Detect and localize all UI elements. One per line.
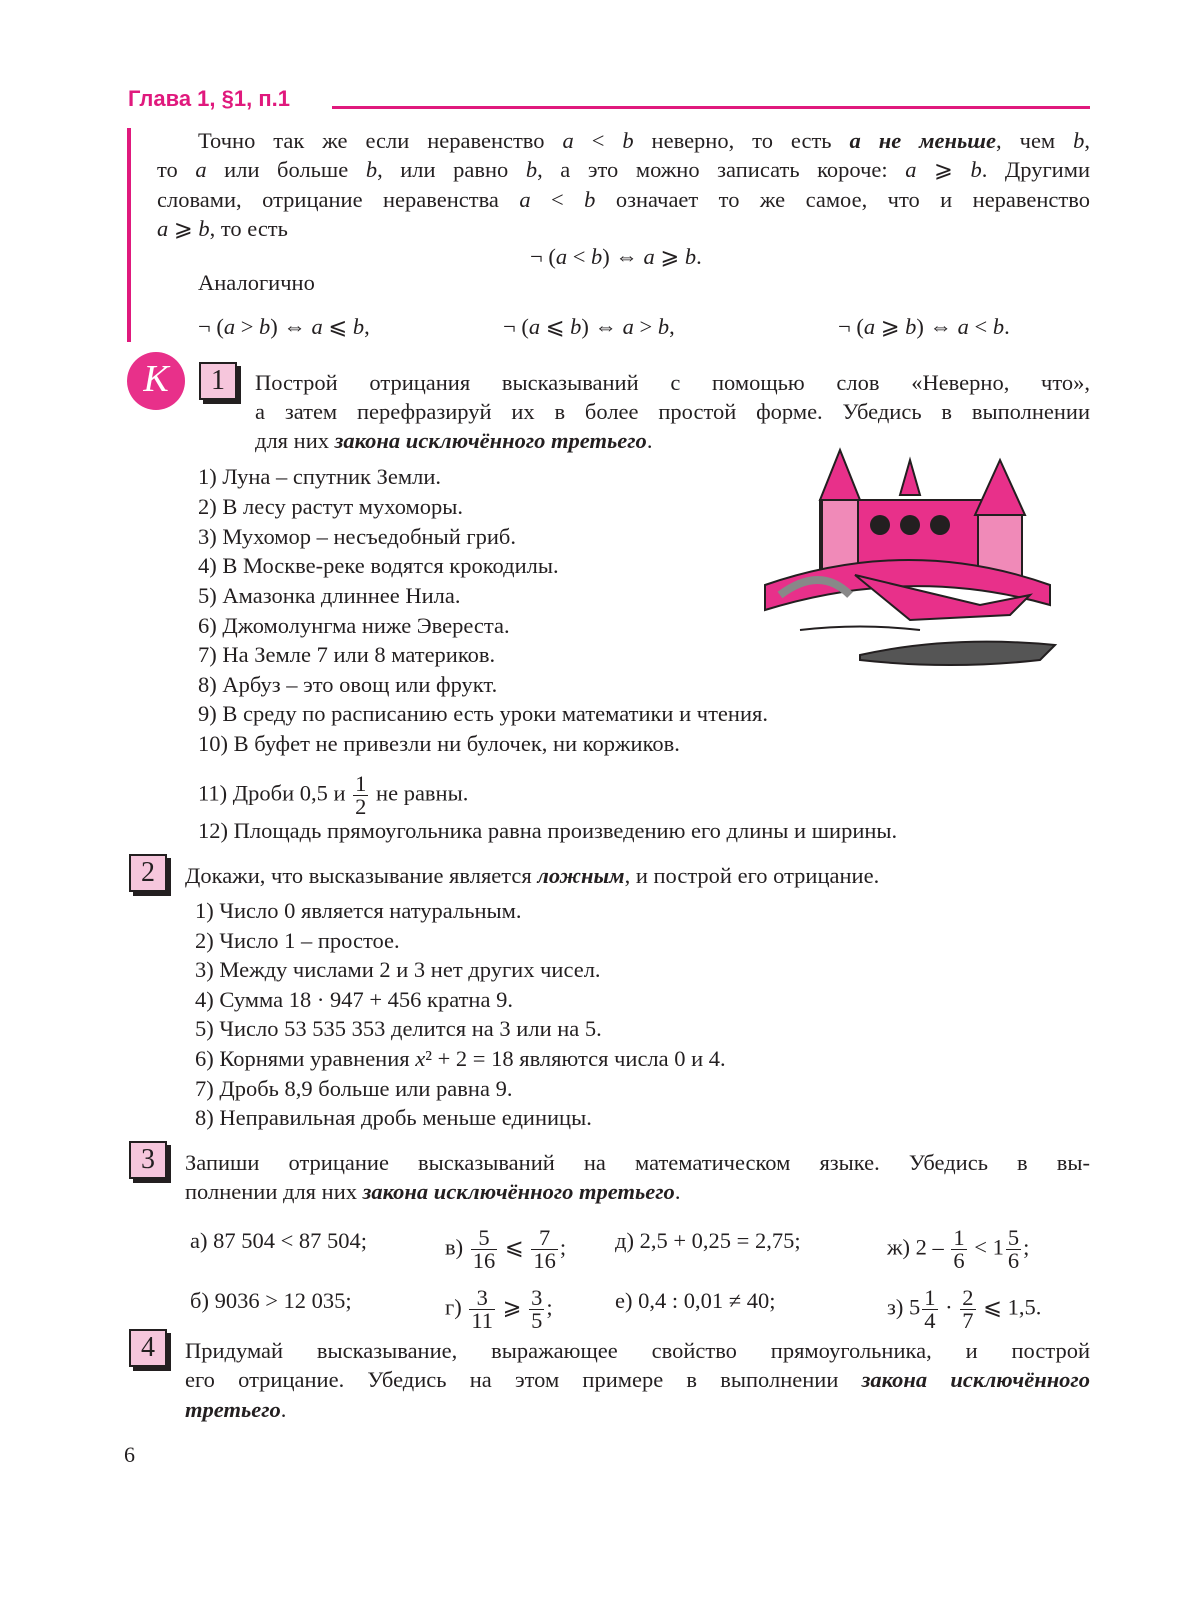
text-run: . Другими (981, 157, 1090, 182)
formula (503, 313, 675, 341)
fraction (922, 1287, 937, 1332)
text-run: > (235, 314, 260, 339)
math-variable: a (562, 128, 574, 153)
text-run: , (364, 314, 370, 339)
task-number-2: 2 (129, 854, 167, 892)
numerator: 7 (531, 1227, 558, 1250)
task2-item (195, 1104, 592, 1132)
math-variable: b (584, 187, 596, 212)
text-run: < (530, 187, 585, 212)
task1-item (198, 817, 897, 845)
task1-item (198, 523, 516, 551)
text-run: 1) Число 0 является натуральным. (195, 898, 522, 923)
text-run: для них (255, 428, 335, 453)
theory-line (157, 156, 1090, 184)
theory-line (157, 186, 1090, 214)
denominator: 6 (1007, 1248, 1020, 1273)
task1-line (255, 369, 1090, 397)
task1-line (255, 398, 1090, 426)
task1-item (198, 463, 441, 491)
text-run: ⩾ (168, 216, 199, 241)
text-run: 9) В среду по расписанию есть уроки математики и чтения. (198, 701, 768, 726)
text-run: ⩾ (875, 314, 906, 339)
main-formula (530, 243, 702, 271)
math-variable: a (528, 314, 541, 339)
math-variable: a (311, 314, 323, 339)
text-run: ¬ ( (838, 314, 864, 339)
text-run: 8) Неправильная дробь меньше единицы. (195, 1105, 592, 1131)
text-run: , или равно (377, 157, 526, 182)
text-run: ¬ ( (503, 314, 529, 339)
text-run: е) 0,4 : 0,01 ≠ 40; (615, 1288, 776, 1313)
text-run: ) ⇔ (602, 244, 644, 269)
text-run: . (1004, 314, 1010, 339)
task2-item (195, 927, 400, 955)
denominator: 16 (472, 1248, 496, 1273)
task2-item (195, 1075, 512, 1103)
task3-item (615, 1287, 775, 1315)
text-run: , то есть (209, 216, 288, 241)
task-number-1: 1 (199, 362, 237, 400)
text-run: . (646, 428, 653, 453)
numerator: 5 (1007, 1225, 1020, 1250)
math-variable: a (195, 157, 207, 182)
task2-item (195, 1015, 602, 1043)
math-variable: b (352, 314, 365, 339)
text-run: 2) Число 1 – простое. (195, 927, 400, 953)
math-variable: a (519, 187, 531, 212)
header-rule (332, 106, 1090, 109)
text-run: . (696, 244, 702, 269)
math-variable: b (591, 244, 603, 269)
text-run: ¬ ( (198, 314, 224, 339)
task1-item (198, 641, 495, 669)
text-run: словами, отрицание неравенства (157, 187, 520, 212)
text-run: > (633, 314, 658, 339)
text-run: 3) Между числами 2 и 3 нет других чисел. (195, 957, 601, 983)
math-variable: a (905, 157, 917, 182)
emphasis-text: ложным (537, 863, 625, 888)
text-run: ⩽ (540, 314, 571, 339)
task-number-4: 4 (129, 1329, 167, 1367)
text-run: 5) Число 53 535 353 делится на 3 или на 5. (195, 1016, 602, 1042)
task1-item (198, 773, 468, 818)
math-variable: a (223, 314, 236, 339)
math-variable: b (684, 244, 697, 269)
task1-item (198, 552, 559, 580)
text-run: полнении для них (185, 1179, 363, 1204)
text-run: 3) Мухомор – несъедобный гриб. (198, 524, 516, 549)
text-run: ² + 2 = 18 являются числа 0 и 4. (425, 1046, 726, 1071)
text-run: ; (559, 1234, 567, 1260)
text-run: ) ⇔ (581, 314, 623, 339)
math-variable: a (957, 314, 969, 339)
task2-item (195, 986, 513, 1014)
text-run: ⩽ 1,5. (977, 1294, 1042, 1320)
task3-item (445, 1287, 553, 1332)
denominator: 7 (962, 1308, 974, 1333)
text-run: 5) Амазонка длиннее Нила. (198, 583, 461, 608)
theory-line (157, 215, 288, 243)
text-run: а) 87 504 < 87 504; (190, 1228, 368, 1253)
math-variable: a (643, 244, 655, 269)
formula (838, 313, 1010, 341)
text-run: ж) 2 – (887, 1234, 950, 1260)
text-run: ⩽ (499, 1234, 530, 1260)
text-run: , а это можно записать короче: (537, 157, 906, 182)
text-run: < (573, 128, 623, 153)
denominator: 6 (953, 1248, 965, 1273)
text-run: 11) Дроби 0,5 и (198, 780, 352, 806)
emphasis-text: закона исключённого третьего (362, 1179, 675, 1204)
task2-item (195, 1045, 726, 1073)
text-run: < 1 (968, 1234, 1004, 1260)
text-run: Построй отрицания высказываний с помощью слов «Неверно, что», (255, 370, 1090, 395)
math-variable: b (570, 314, 582, 339)
text-run: , (669, 314, 675, 339)
task3-item (190, 1227, 367, 1255)
math-variable: a (622, 314, 634, 339)
fraction (951, 1227, 966, 1272)
task1-item (198, 493, 463, 521)
task1-item (198, 730, 680, 758)
numerator: 3 (531, 1285, 543, 1310)
text-run: б) 9036 > 12 035; (190, 1288, 352, 1313)
theory-line (198, 127, 1090, 155)
k-badge-icon: К (127, 352, 185, 410)
math-variable: a (157, 216, 169, 241)
page-number: 6 (124, 1442, 135, 1467)
task3-item (887, 1227, 1029, 1272)
text-run: ) ⇔ (270, 314, 312, 339)
task2-line (185, 862, 879, 890)
task3-line (185, 1149, 1090, 1177)
text-run: г) (445, 1294, 468, 1320)
task4-line (185, 1337, 1090, 1365)
text-run: Запиши отрицание высказываний на математическом языке. Убедись в вы- (185, 1150, 1090, 1175)
text-run: ⩾ (497, 1294, 528, 1320)
text-run: ) ⇔ (916, 314, 958, 339)
text-run: 7) Дробь 8,9 больше или равна 9. (195, 1075, 513, 1101)
text-run: то (157, 157, 196, 182)
text-run: неверно, то есть (633, 128, 850, 153)
text-run: , и построй его отрицание. (624, 863, 880, 888)
fraction (1006, 1227, 1021, 1272)
analog-label: Аналогично (198, 270, 315, 295)
text-run: 10) В буфет не привезли ни булочек, ни коржиков. (198, 731, 680, 756)
text-run: 6) Корнями уравнения (195, 1046, 416, 1071)
math-variable: a (555, 244, 568, 269)
text-run: его отрицание. Убедись на этом примере в выполнении (185, 1367, 862, 1392)
emphasis-text: закона исключённого (861, 1367, 1090, 1392)
text-run: в) (445, 1234, 469, 1260)
fraction (529, 1287, 544, 1332)
numerator: 5 (471, 1227, 498, 1250)
text-run: . (280, 1397, 287, 1422)
denominator: 4 (924, 1308, 936, 1333)
math-variable: b (259, 314, 271, 339)
text-run: 6) Джомолунгма ниже Эвереста. (198, 613, 510, 638)
math-variable: b (525, 157, 538, 182)
math-variable: b (657, 314, 670, 339)
math-variable: b (992, 314, 1005, 339)
task3-item (615, 1227, 801, 1255)
task1-item (198, 582, 460, 610)
numerator: 3 (469, 1287, 495, 1310)
fraction (531, 1227, 558, 1272)
task4-line (185, 1396, 286, 1424)
text-run: ⩽ (322, 314, 353, 339)
emphasis-text: третьего (185, 1397, 281, 1422)
fraction (960, 1287, 975, 1332)
denominator: 16 (533, 1248, 556, 1273)
text-run: ; (1023, 1234, 1030, 1260)
math-variable: b (198, 216, 210, 241)
text-run: 12) Площадь прямоугольника равна произведению его длины и ширины. (198, 818, 898, 843)
math-variable: b (905, 314, 917, 339)
math-variable: a (863, 314, 876, 339)
text-run: ¬ ( (530, 244, 556, 269)
math-variable: b (1073, 128, 1085, 153)
text-run: , чем (996, 128, 1074, 153)
text-run: не равны. (370, 780, 469, 806)
text-run: 1) Луна – спутник Земли. (198, 464, 441, 489)
formula (198, 313, 370, 341)
task2-item (195, 956, 601, 984)
numerator: 2 (962, 1285, 974, 1310)
emphasis-text: закона исключённого третьего (334, 428, 647, 453)
text-run: < (968, 314, 993, 339)
numerator: 1 (953, 1225, 965, 1250)
fraction (471, 1227, 498, 1272)
task1-item (198, 700, 768, 728)
math-variable: b (970, 157, 982, 182)
fraction (353, 773, 368, 818)
task1-item (198, 612, 510, 640)
task3-item (887, 1287, 1041, 1332)
math-variable: b (365, 157, 378, 182)
numerator: 1 (355, 771, 367, 796)
text-run: 7) На Земле 7 или 8 материков. (198, 642, 496, 667)
denominator: 11 (471, 1308, 494, 1333)
text-run: Докажи, что высказывание является (185, 863, 538, 888)
text-run: з) 5 (887, 1294, 921, 1320)
task3-item (190, 1287, 352, 1315)
text-run: ⩾ (916, 157, 971, 182)
text-run: означает то же самое, что и неравенство (595, 187, 1090, 212)
task-number-3: 3 (129, 1141, 167, 1179)
task3-line (185, 1178, 680, 1206)
theory-margin-bar (127, 128, 131, 342)
chapter-header: Глава 1, §1, п.1 (128, 86, 290, 111)
fraction (469, 1287, 495, 1332)
text-run: < (567, 244, 592, 269)
denominator: 5 (531, 1308, 543, 1333)
task1-item (198, 671, 497, 699)
text-run: или больше (206, 157, 366, 182)
text-run: ⩾ (654, 244, 685, 269)
numerator: 1 (924, 1285, 936, 1310)
text-run: Придумай высказывание, выражающее свойство прямоугольника, и построй (185, 1338, 1090, 1363)
text-run: 8) Арбуз – это овощ или фрукт. (198, 672, 498, 697)
castle-crocodile-illustration (760, 445, 1070, 675)
task3-item (445, 1227, 566, 1272)
text-run: Точно так же если неравенство (198, 128, 563, 153)
text-run: · (939, 1294, 959, 1320)
emphasis-text: a не меньше (849, 128, 997, 153)
denominator: 2 (355, 794, 367, 819)
text-run: , (1084, 128, 1090, 153)
task1-line (255, 427, 652, 455)
text-run: д) 2,5 + 0,25 = 2,75; (615, 1228, 801, 1253)
text-run: 2) В лесу растут мухоморы. (198, 494, 463, 519)
text-run: 4) В Москве-реке водятся крокодилы. (198, 553, 559, 578)
text-run: . (674, 1179, 681, 1204)
task2-item (195, 897, 521, 925)
text-run: а затем перефразируй их в более простой форме. Убедись в выполнении (255, 399, 1090, 424)
math-variable: b (622, 128, 634, 153)
text-run: 4) Сумма 18 · 947 + 456 кратна 9. (195, 986, 513, 1012)
task4-line (185, 1366, 1090, 1394)
math-variable: x (415, 1046, 426, 1071)
text-run: ; (546, 1294, 553, 1320)
